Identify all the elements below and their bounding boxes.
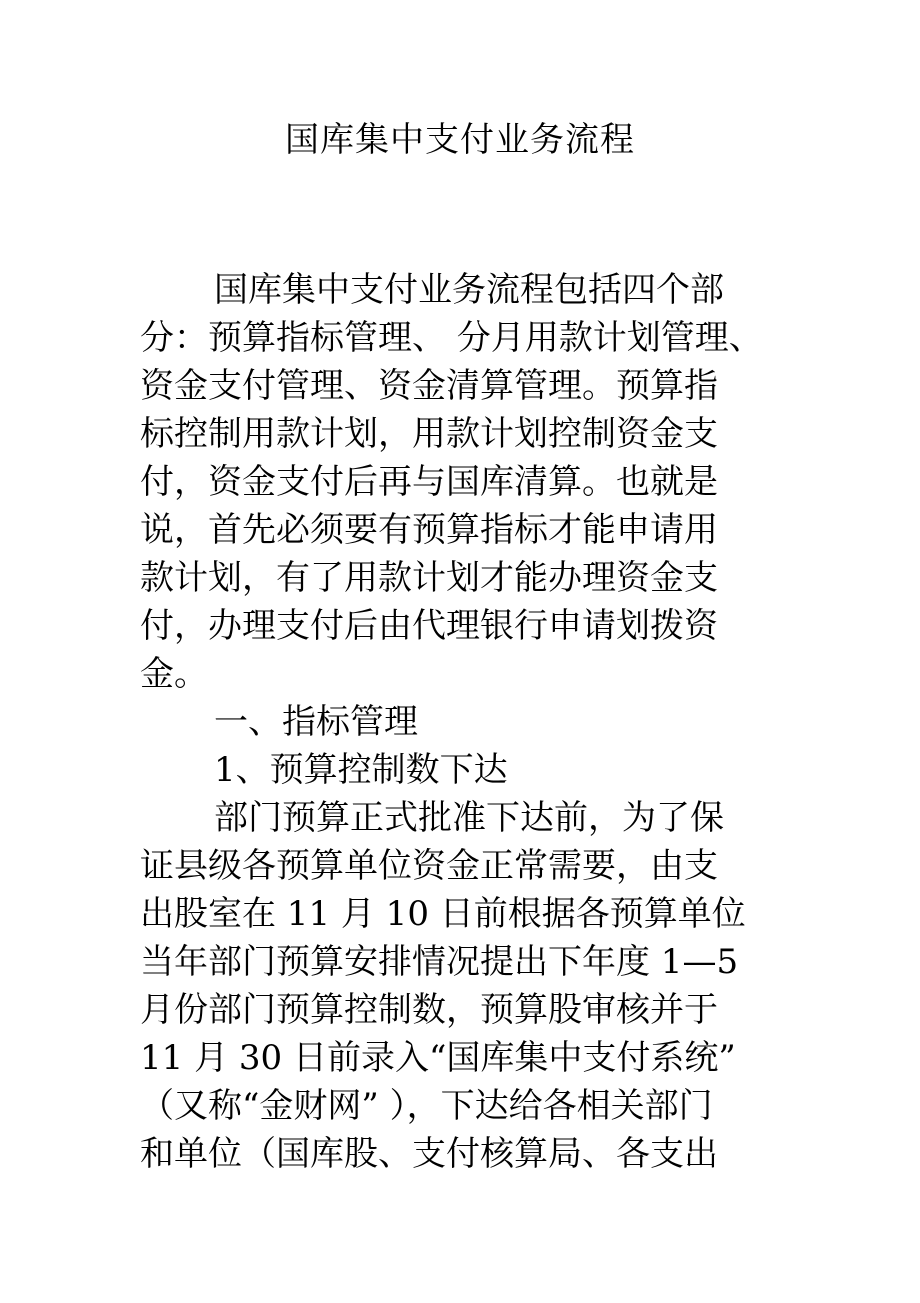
subsection-heading: 1、预算控制数下达 (214, 750, 508, 790)
document-title: 国库集中支付业务流程 (285, 120, 635, 160)
paragraph-line: 部门预算正式批准下达前，为了保 (214, 798, 724, 838)
paragraph-line: 当年部门预算安排情况提出下年度 1—5 (140, 942, 739, 982)
paragraph-line: 款计划，有了用款计划才能办理资金支 (140, 558, 718, 598)
paragraph-line: （又称“金财网” ），下达给各相关部门 (140, 1086, 713, 1126)
paragraph-line: 和单位（国库股、支付核算局、各支出 (140, 1134, 718, 1174)
paragraph-line: 资金支付管理、资金清算管理。预算指 (140, 366, 718, 406)
paragraph-line: 证县级各预算单位资金正常需要，由支 (140, 846, 718, 886)
paragraph-line: 标控制用款计划，用款计划控制资金支 (140, 414, 718, 454)
paragraph-line: 付，办理支付后由代理银行申请划拨资 (140, 606, 718, 646)
paragraph-line: 出股室在 11 月 10 日前根据各预算单位 (140, 894, 746, 934)
paragraph-line: 国库集中支付业务流程包括四个部 (214, 270, 724, 310)
paragraph-line: 金。 (140, 654, 208, 694)
paragraph-line: 付，资金支付后再与国库清算。也就是 (140, 462, 718, 502)
paragraph-line: 月份部门预算控制数，预算股审核并于 (140, 990, 718, 1030)
section-heading: 一、指标管理 (214, 702, 418, 742)
paragraph-line: 说，首先必须要有预算指标才能申请用 (140, 510, 718, 550)
paragraph-line: 分：预算指标管理、 分月用款计划管理、 (140, 318, 763, 358)
paragraph-line: 11 月 30 日前录入“国库集中支付系统” (140, 1038, 736, 1078)
